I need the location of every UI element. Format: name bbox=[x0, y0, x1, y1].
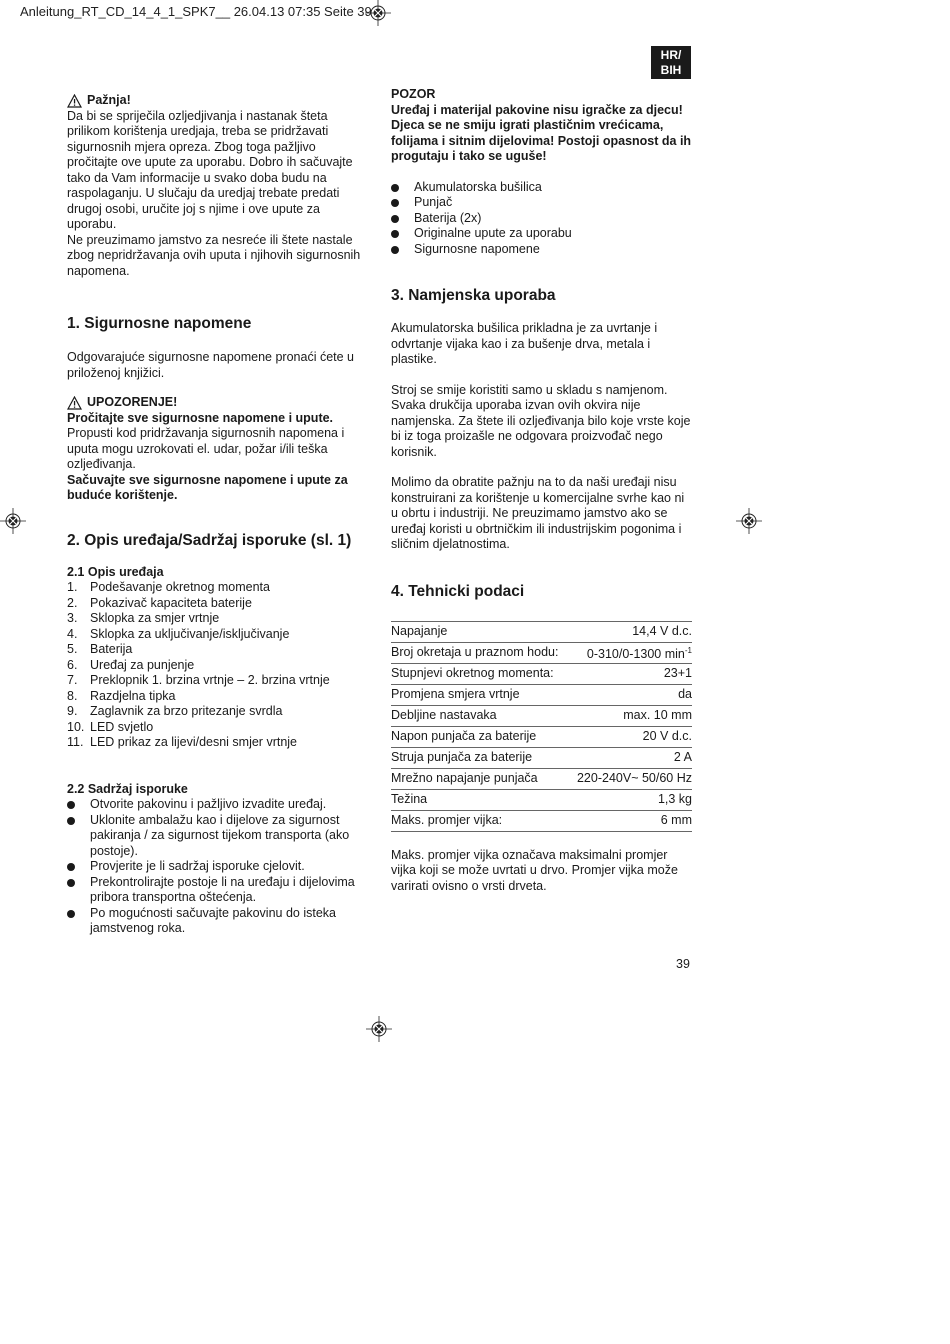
contents-list-item: Sigurnosne napomene bbox=[391, 242, 693, 258]
spec-label: Stupnjevi okretnog momenta: bbox=[391, 663, 569, 684]
parts-item-text: Podešavanje okretnog momenta bbox=[90, 580, 270, 594]
section-1-heading: 1. Sigurnosne napomene bbox=[67, 315, 252, 332]
parts-list-item bbox=[67, 689, 367, 705]
spec-note: Maks. promjer vijka označava maksimalni promjer vijka koji se može uvrtati u drvo. Promjer vijka može varirati ovisno o vrsti drveta. bbox=[391, 847, 678, 893]
spec-row bbox=[391, 642, 692, 663]
parts-item-number: 6. bbox=[67, 657, 78, 672]
warning-text: Propusti kod pridržavanja sigurnosnih napomena i uputa mogu uzrokovati el. udar, požar i/ili teška ozljeđivanja. bbox=[67, 426, 345, 471]
spec-value bbox=[569, 789, 692, 810]
parts-item-number: 9. bbox=[67, 704, 78, 718]
parts-item-text: Preklopnik 1. brzina vrtnje – 2. brzina vrtnje bbox=[90, 673, 330, 687]
parts-item-number: 1. bbox=[67, 580, 78, 594]
language-badge-line1: HR/ bbox=[660, 47, 682, 62]
delivery-list-item: Po mogućnosti sačuvajte pakovinu do isteka jamstvenog roka. bbox=[67, 906, 367, 937]
section-4-heading: 4. Tehnicki podaci bbox=[391, 582, 525, 600]
section-3-paragraph-1: Akumulatorska bušilica prikladna je za uvrtanje i odvrtanje vijaka kao i za bušenje drva, metala i plastike. bbox=[391, 321, 658, 366]
spec-value-superscript: -1 bbox=[684, 645, 692, 655]
parts-item-text: Razdjelna tipka bbox=[90, 688, 176, 703]
spec-row bbox=[391, 705, 692, 726]
spec-value bbox=[569, 705, 692, 726]
delivery-list-item: Prekontrolirajte postoje li na uređaju i dijelovima pribora transportna oštećenja. bbox=[67, 875, 367, 906]
spec-value-text: 23+1 bbox=[663, 665, 692, 680]
contents-list-item: Originalne upute za uporabu bbox=[391, 226, 693, 242]
section-3-heading: 3. Namjenska uporaba bbox=[391, 287, 556, 304]
caution-text: Uređaj i materijal pakovine nisu igračke za djecu! Djeca se ne smiju igrati plastičnim vrećicama, folijama i sitnim dijelovima! Postoji opasnost da ih progutaju i tako se uguše! bbox=[391, 102, 692, 163]
spec-value bbox=[569, 768, 692, 789]
section-3-paragraph-2: Stroj se smije koristiti samo u skladu s namjenom. Svaka drukčija uporaba izvan ovih okvira nije namjenska. Za štete ili ozljeđivanja bilo koje vrste koje bi iz toga proizašle ne odgovara proizvođač nego korisnik. bbox=[391, 382, 691, 459]
spec-value bbox=[569, 747, 692, 768]
parts-item-text: Sklopka za uključivanje/isključivanje bbox=[90, 626, 290, 641]
spec-value-text: 1,3 kg bbox=[657, 791, 692, 806]
parts-item-text: Sklopka za smjer vrtnje bbox=[90, 611, 220, 625]
warning-heading bbox=[67, 395, 367, 411]
spec-row bbox=[391, 621, 692, 642]
spec-row bbox=[391, 663, 692, 684]
parts-list-item bbox=[67, 673, 367, 689]
parts-item-number: 11. bbox=[67, 735, 84, 749]
parts-list-item bbox=[67, 720, 367, 736]
spec-row bbox=[391, 684, 692, 705]
parts-item-text: Pokazivač kapaciteta baterije bbox=[90, 595, 252, 610]
contents-list-item: Baterija (2x) bbox=[391, 211, 693, 227]
parts-item-text: Uređaj za punjenje bbox=[90, 657, 195, 672]
registration-mark-icon bbox=[365, 0, 391, 26]
spec-label: Debljine nastavaka bbox=[391, 705, 569, 726]
spec-value bbox=[569, 663, 692, 684]
delivery-list-item: Uklonite ambalažu kao i dijelove za sigurnost pakiranja / za sigurnost tijekom transporta (ako postoje). bbox=[67, 813, 367, 860]
parts-list bbox=[67, 580, 367, 751]
warning-title: UPOZORENJE! bbox=[87, 395, 178, 409]
spec-value-text: 14,4 V d.c. bbox=[632, 623, 692, 638]
parts-item-number: 2. bbox=[67, 595, 78, 610]
spec-label: Napon punjača za baterije bbox=[391, 726, 569, 747]
spec-row bbox=[391, 747, 692, 768]
contents-list-item: Akumulatorska bušilica bbox=[391, 180, 693, 196]
parts-item-number: 5. bbox=[67, 642, 78, 656]
spec-value-text: 0-310/0-1300 min bbox=[586, 646, 685, 661]
registration-mark-icon bbox=[736, 508, 762, 534]
warning-triangle-icon bbox=[67, 94, 82, 108]
spec-row bbox=[391, 768, 692, 789]
caution-title: POZOR bbox=[391, 87, 436, 101]
warning-triangle-icon bbox=[67, 396, 82, 410]
left-column bbox=[67, 93, 367, 937]
parts-list-item bbox=[67, 596, 367, 612]
parts-item-number: 10. bbox=[67, 719, 85, 734]
section-2-1-heading: 2.1 Opis uređaja bbox=[67, 564, 164, 579]
right-column bbox=[391, 87, 693, 894]
page-number: 39 bbox=[676, 957, 690, 971]
spec-row bbox=[391, 810, 692, 831]
parts-list-item bbox=[67, 704, 367, 720]
parts-list-item bbox=[67, 627, 367, 643]
language-badge bbox=[651, 46, 691, 79]
parts-item-text: Zaglavnik za brzo pritezanje svrdla bbox=[90, 704, 283, 718]
section-2-2-heading: 2.2 Sadržaj isporuke bbox=[67, 781, 188, 796]
contents-list bbox=[391, 180, 693, 258]
contents-list-item: Punjač bbox=[391, 195, 693, 211]
section-2-heading: 2. Opis uređaja/Sadržaj isporuke (sl. 1) bbox=[67, 531, 352, 549]
spec-value-text: max. 10 mm bbox=[623, 707, 692, 722]
parts-list-item bbox=[67, 611, 367, 627]
parts-list-item bbox=[67, 735, 367, 751]
section-1-text: Odgovarajuće sigurnosne napomene pronaći ćete u priloženoj knjižici. bbox=[67, 350, 354, 380]
spec-value-text: 2 A bbox=[673, 749, 692, 764]
warning-bold-2: Sačuvajte sve sigurnosne napomene i upute za buduće korištenje. bbox=[67, 472, 348, 502]
delivery-list-item: Otvorite pakovinu i pažljivo izvadite uređaj. bbox=[67, 797, 367, 813]
spec-value bbox=[569, 642, 692, 663]
parts-item-text: Baterija bbox=[90, 642, 133, 656]
spec-label: Broj okretaja u praznom hodu: bbox=[391, 642, 569, 663]
parts-item-text: LED svjetlo bbox=[90, 719, 154, 734]
spec-value-text: 6 mm bbox=[660, 812, 692, 827]
attention-heading bbox=[67, 93, 367, 109]
parts-item-number: 8. bbox=[67, 688, 78, 703]
spec-value bbox=[569, 621, 692, 642]
parts-item-number: 4. bbox=[67, 626, 78, 641]
delivery-list-item: Provjerite je li sadržaj isporuke cjelovit. bbox=[67, 859, 367, 875]
warning-bold-1: Pročitajte sve sigurnosne napomene i upute. bbox=[67, 410, 334, 425]
delivery-list bbox=[67, 797, 367, 937]
attention-title: Pažnja! bbox=[87, 93, 131, 107]
print-header: Anleitung_RT_CD_14_4_1_SPK7__ 26.04.13 07:35 Seite 39 bbox=[20, 4, 372, 19]
attention-paragraph-1: Da bi se spriječila ozljedjivanja i nastanak šteta prilikom korištenja uredjaja, treba se pridržavati sigurnosnih mjera opreza. Zbog toga pažljivo pročitajte ove upute za uporabu. Dobro ih sačuvajte tako da Vam informacije u svako doba budu na raspolaganju. U slučaju da uredjaj trebate predati drugoj osobi, uručite joj s njime i ove upute za uporabu. bbox=[67, 108, 353, 231]
section-3-paragraph-3: Molimo da obratite pažnju na to da naši uređaji nisu konstruirani za korištenje u komercijalne svrhe kao ni u obrtu i industriji. Ne preuzimamo jamstvo ako se uređaj koristi u obrtničkim ili industrijskim pogonima i sličnim djelatnostima. bbox=[391, 475, 685, 551]
spec-value bbox=[569, 726, 692, 747]
registration-mark-icon bbox=[0, 508, 26, 534]
spec-row bbox=[391, 789, 692, 810]
spec-row bbox=[391, 726, 692, 747]
spec-table bbox=[391, 621, 692, 832]
attention-paragraph-2: Ne preuzimamo jamstvo za nesreće ili štete nastale zbog nepridržavanja ovih uputa i njihovih sigurnosnih napomena. bbox=[67, 232, 361, 278]
spec-label: Struja punjača za baterije bbox=[391, 747, 569, 768]
spec-value-text: 220-240V~ 50/60 Hz bbox=[576, 770, 692, 785]
spec-value bbox=[569, 810, 692, 831]
spec-label: Promjena smjera vrtnje bbox=[391, 684, 569, 705]
spec-label: Mrežno napajanje punjača bbox=[391, 768, 569, 789]
spec-value-text: da bbox=[678, 686, 692, 701]
registration-mark-icon bbox=[366, 1016, 392, 1042]
parts-item-number: 3. bbox=[67, 611, 78, 625]
spec-label: Maks. promjer vijka: bbox=[391, 810, 569, 831]
parts-item-number: 7. bbox=[67, 673, 78, 687]
parts-item-text: LED prikaz za lijevi/desni smjer vrtnje bbox=[90, 735, 298, 749]
spec-label: Napajanje bbox=[391, 621, 569, 642]
spec-label: Težina bbox=[391, 789, 569, 810]
spec-value bbox=[569, 684, 692, 705]
spec-value-text: 20 V d.c. bbox=[642, 728, 692, 743]
parts-list-item bbox=[67, 658, 367, 674]
parts-list-item bbox=[67, 642, 367, 658]
parts-list-item bbox=[67, 580, 367, 596]
language-badge-line2: BIH bbox=[660, 62, 682, 77]
